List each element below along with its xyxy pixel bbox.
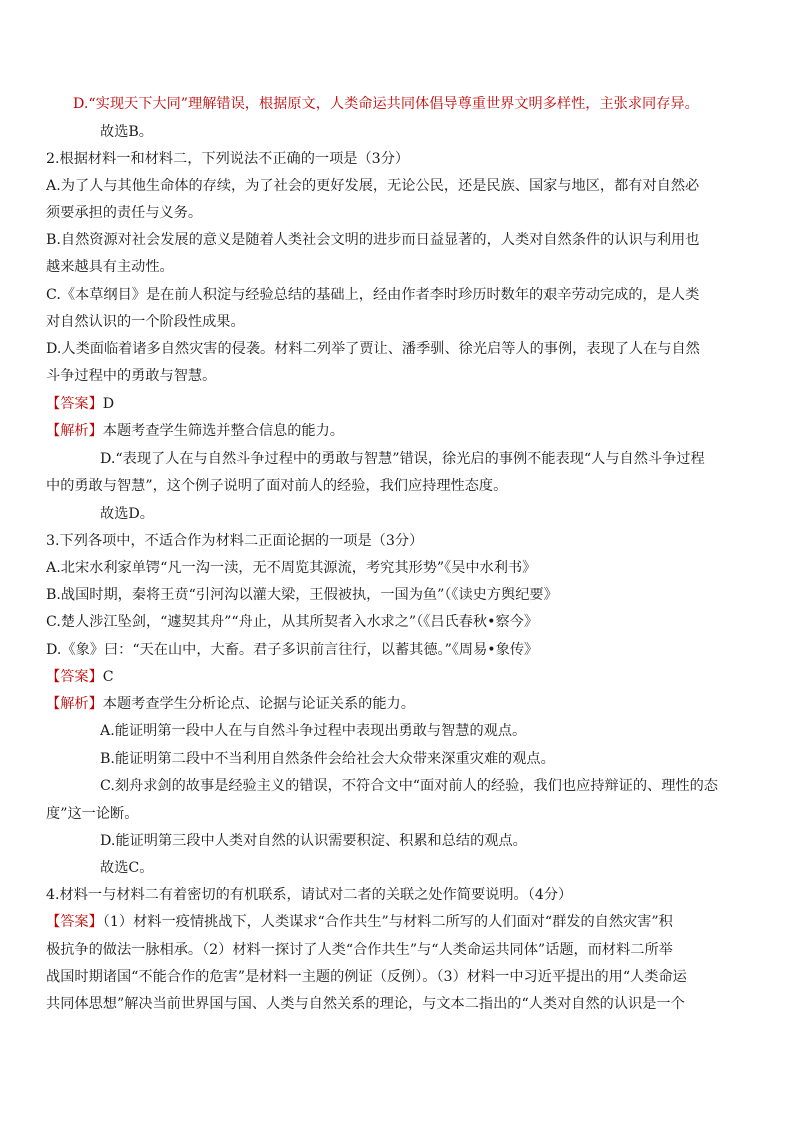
q3-answer-line bbox=[46, 667, 748, 687]
q2-option-d-line2: 斗争过程中的勇敢与智慧。 bbox=[46, 368, 217, 384]
q3-analysis: 本题考查学生分析论点、论据与论证关系的能力。 bbox=[102, 696, 415, 712]
q2-answer-line bbox=[46, 394, 748, 414]
q2-option-b-line1: B.自然资源对社会发展的意义是随着人类社会文明的进步而日益显著的，人类对自然条件的认识与利用也 bbox=[46, 232, 700, 248]
q4-answer-line2: 极抗争的做法一脉相承。（2）材料一探讨了人类“合作共生”与“人类命运共同体”话题，而材料二所举 bbox=[46, 942, 673, 958]
q2-choose: 故选D。 bbox=[100, 506, 154, 522]
analysis-tag: 【解析】 bbox=[46, 423, 103, 439]
q3-stem: 3.下列各项中，不适合作为材料二正面论据的一项是（3分） bbox=[46, 533, 424, 549]
q4-answer-line1 bbox=[46, 912, 748, 932]
q3-answer: C bbox=[102, 669, 114, 685]
q2-option-c-line2: 对自然认识的一个阶段性成果。 bbox=[46, 314, 245, 330]
q3-explanation-c-line2: 度”这一论断。 bbox=[46, 806, 139, 822]
answer-tag: 【答案】 bbox=[46, 396, 103, 412]
q4-answer-line4: 共同体思想”解决当前世界国与国、人类与自然关系的理论，与文本二指出的“人类对自然的认识是一个 bbox=[46, 996, 685, 1012]
q3-choose: 故选C。 bbox=[100, 860, 154, 876]
q3-explanation-c-line1: C.刻舟求剑的故事是经验主义的错误，不符合文中“面对前人的经验，我们也应持辩证的、理性的态 bbox=[100, 778, 718, 794]
q1-option-d-explanation: D.“实现天下大同”理解错误，根据原文，人类命运共同体倡导尊重世界文明多样性，主张求同存异。 bbox=[73, 96, 699, 112]
analysis-tag: 【解析】 bbox=[46, 696, 103, 712]
q2-explanation-line1: D.“表现了人在与自然斗争过程中的勇敢与智慧”错误，徐光启的事例不能表现“人与自然斗争过程 bbox=[100, 451, 705, 467]
q2-option-a-line1: A.为了人与其他生命体的存续，为了社会的更好发展，无论公民，还是民族、国家与地区，都有对自然必 bbox=[46, 178, 700, 194]
q3-explanation-d: D.能证明第三段中人类对自然的认识需要积淀、积累和总结的观点。 bbox=[100, 833, 527, 849]
q3-analysis-line bbox=[46, 694, 748, 714]
q3-option-b: B.战国时期，秦将王贲“引河沟以灌大梁，王假被执，一国为鱼”（《读史方舆纪要》 bbox=[46, 587, 558, 603]
q2-option-c-line1: C.《本草纲目》是在前人积淀与经验总结的基础上，经由作者李时珍历时数年的艰辛劳动完成的，是人类 bbox=[46, 287, 700, 303]
answer-tag: 【答案】 bbox=[46, 914, 103, 930]
q2-answer: D bbox=[102, 396, 115, 412]
q2-option-b-line2: 越来越具有主动性。 bbox=[46, 259, 174, 275]
q4-answer-text-1: （1）材料一疫情挑战下，人类谋求“合作共生”与材料二所写的人们面对“群发的自然灾害”积 bbox=[102, 914, 673, 930]
q2-stem: 2.根据材料一和材料二，下列说法不正确的一项是（3分） bbox=[46, 151, 410, 167]
q3-option-c: C.楚人涉江坠剑，“遽契其舟”“舟止，从其所契者入水求之”（《吕氏春秋•察今》 bbox=[46, 614, 539, 630]
q4-answer-line3: 战国时期诸国“不能合作的危害”是材料一主题的例证（反例）。（3）材料一中习近平提出的用“人类命运 bbox=[46, 969, 687, 985]
q2-analysis-line bbox=[46, 421, 748, 441]
q2-option-a-line2: 须要承担的责任与义务。 bbox=[46, 205, 203, 221]
q3-option-a: A.北宋水利家单锷“凡一沟一渎，无不周览其源流，考究其形势”《吴中水利书》 bbox=[46, 560, 537, 576]
q2-analysis: 本题考查学生筛选并整合信息的能力。 bbox=[102, 423, 344, 439]
q2-explanation-line2: 中的勇敢与智慧”，这个例子说明了面对前人的经验，我们应持理性态度。 bbox=[46, 478, 508, 494]
q4-stem: 4.材料一与材料二有着密切的有机联系，请试对二者的关联之处作简要说明。（4分） bbox=[46, 887, 573, 903]
answer-tag: 【答案】 bbox=[46, 669, 103, 685]
q3-explanation-a: A.能证明第一段中人在与自然斗争过程中表现出勇敢与智慧的观点。 bbox=[100, 723, 527, 739]
q2-option-d-line1: D.人类面临着诸多自然灾害的侵袭。材料二列举了贾让、潘季驯、徐光启等人的事例，表现了人在与自然 bbox=[46, 341, 700, 357]
q3-explanation-b: B.能证明第二段中不当利用自然条件会给社会大众带来深重灾难的观点。 bbox=[100, 751, 555, 767]
q1-choose: 故选B。 bbox=[100, 124, 153, 140]
q3-option-d: D.《象》曰：“天在山中，大畜。君子多识前言往行，以蓄其德。”《周易•象传》 bbox=[46, 642, 539, 658]
